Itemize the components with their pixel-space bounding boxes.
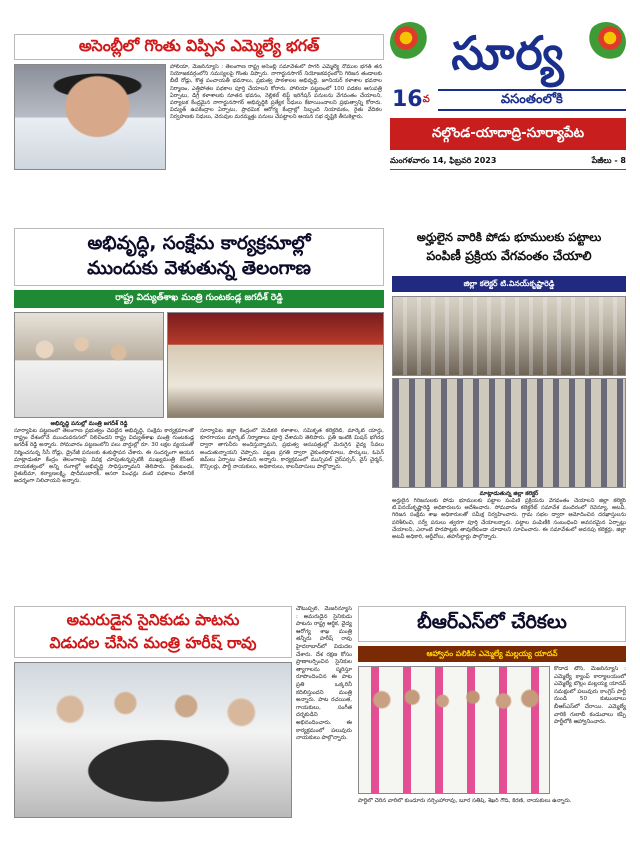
lead-headline-line2: ముందుకు వెళుతున్న తెలంగాణ <box>87 258 311 279</box>
issue-date: మంగళవారం 14, ఫిబ్రవరి 2023 <box>390 156 497 165</box>
right-body: అర్హులైన గిరిజనులకు పోడు భూములకు పట్టాల పంపిణీ ప్రక్రియను వేగవంతం చేయాలని జిల్లా కలెక్టర్ టి.వినయ్‌కృష్ణారెడ్డి అధికారులను ఆదేశించారు. సోమవారం కలెక్టరేట్ సమావేశ మందిరంలో రెవెన్యూ, అటవీ, గిరిజన సంక్షేమ శాఖ అధికారులతో సమీక్ష నిర్వహించారు. గ్రామ సభల ద్వారా ఆమోదించిన దరఖాస్తులను పరిశీలించి, సర్వే పనులు త్వరగా పూర్తి చేయాలన్నారు. పట్టాల పంపిణీకి సంబంధించి అవసరమైన ఏర్పాట్లు చేయాలని, ఎలాంటి పొరపాట్లకు తావులేకుండా చూడాలని సూచించారు. ఈ సమావేశంలో అదనపు కలెక్టర్లు, జిల్లా అటవీ అధికారి, ఆర్డీవోలు, తహసీల్దార్లు పాల్గొన్నారు. <box>392 498 626 541</box>
brs-subhead: ఆహ్వానం పలికిన ఎమ్మెల్యే మల్లయ్య యాదవ్ <box>426 648 558 658</box>
anniversary-badge <box>390 87 432 113</box>
anniversary-text: వసంతంలోకి <box>438 89 626 111</box>
badge-number: 16 <box>392 87 423 112</box>
lead-body-col1: సూర్యాపేట పట్టణంలో తెలంగాణ ప్రభుత్వం చేపట్టిన అభివృద్ధి, సంక్షేమ కార్యక్రమాలతో రాష్ట్రం దేశంలోనే ముందువరుసలో నిలిచిందని రాష్ట్ర విద్యుత్‌శాఖ మంత్రి గుంటకండ్ల జగదీశ్ రెడ్డి అన్నారు. సోమవారం పట్టణంలోని పలు వార్డుల్లో రూ. 30 లక్షల వ్యయంతో నిర్మించనున్న సీసీ రోడ్లు, డ్రైనేజీ పనులకు శంకుస్థాపన చేశారు. ఈ సందర్భంగా ఆయన మాట్లాడుతూ కేంద్రం తెలంగాణపై వివక్ష చూపుతున్నప్పటికీ ముఖ్యమంత్రి కేసీఆర్ నాయకత్వంలో అన్ని రంగాల్లో అభివృద్ధి సాధిస్తున్నామని తెలిపారు. రైతుబంధు, రైతుబీమా, కల్యాణలక్ష్మి, షాదీముబారక్, ఆసరా పింఛన్లు వంటి పథకాలు దేశానికే ఆదర్శంగా నిలిచాయని అన్నారు. <box>14 428 194 485</box>
brs-headline: బీఆర్ఎస్‌లో చేరికలు <box>417 610 567 633</box>
right-byline-band <box>392 276 626 292</box>
lead-byline: రాష్ట్ర విద్యుత్‌శాఖ మంత్రి గుంటకండ్ల జగదీశ్ రెడ్డి <box>115 293 283 303</box>
right-headline-line1: అర్హులైన వారికి పోడు భూములకు పట్టాలు <box>416 230 602 244</box>
top-story-body: హాలియా, మేజర్‌న్యూస్ : తెలంగాణ రాష్ట్ర అసెంబ్లీ సమావేశంలో సాగర్ ఎమ్మెల్యే నోముల భగత్ తన నియోజకవర్గంలోని సమస్యలపై గొంతు విప్పారు. నాగార్జునసాగర్ నియోజకవర్గంలోని గిరిజన తండాలకు బీటీ రోడ్లు, కొత్త పంచాయతీ భవనాలు, ప్రభుత్వ పాఠశాలల అభివృద్ధి, జూనియర్ కళాశాల భవనాల నిర్మాణం, ఎత్తిపోతల పథకాల పూర్తి చేయాలని కోరారు. హాలియా పట్టణంలో 100 పడకల ఆసుపత్రి ఏర్పాటు, డిగ్రీ కళాశాలకు నూతన భవనం, నెల్లికల్ లిఫ్ట్ ఇరిగేషన్ పనులను వేగవంతం చేయాలని, పర్యాటక కేంద్రమైన నాగార్జునసాగర్ అభివృద్ధికి ప్రత్యేక నిధులు కేటాయించాలని ప్రభుత్వాన్ని కోరారు. విద్యుత్ ఉపకేంద్రాల ఏర్పాటు, ప్రాథమిక ఆరోగ్య కేంద్రాల్లో సిబ్బంది నియామకం, రైతు వేదికల నిర్వహణకు నిధులు, చెరువుల మరమ్మత్తు పనులు చేపట్టాలని ఆయన సభ దృష్టికి తీసుకెళ్లారు. <box>170 64 382 121</box>
right-headline-box <box>392 228 626 268</box>
lead-caption: అభివృద్ధి పనుల్లో మంత్రి జగదీశ్ రెడ్డి <box>50 421 128 427</box>
anniversary-row <box>390 86 626 114</box>
harish-headline-line2: విడుదల చేసిన మంత్రి హరీష్ రావు <box>49 634 257 652</box>
masthead <box>390 22 626 174</box>
harish-headline-box <box>14 606 292 658</box>
lead-photo-2 <box>167 312 384 418</box>
harish-body: చౌటుప్పల్, మేజర్‌న్యూస్ : అమరుడైన సైనికుడు పాటను రాష్ట్ర ఆర్థిక, వైద్య ఆరోగ్య శాఖ మంత్రి తన్నీరు హరీష్ రావు హైదరాబాద్‌లో విడుదల చేశారు. దేశ రక్షణ కోసం ప్రాణాలర్పించిన సైనికుల త్యాగాలను స్మరిస్తూ రూపొందించిన ఈ పాట ప్రతి ఒక్కరినీ కదిలిస్తుందని మంత్రి అన్నారు. పాట రచయిత, గాయకులు, సంగీత దర్శకుడిని అభినందించారు. ఈ కార్యక్రమంలో పలువురు నాయకులు పాల్గొన్నారు. <box>296 606 352 742</box>
top-story-headline: అసెంబ్లీలో గొంతు విప్పిన ఎమ్మెల్యే భగత్ <box>78 35 320 55</box>
brs-body: కోదాడ టౌన్, మేజర్‌న్యూస్ : ఎమ్మెల్యే క్యాంప్ కార్యాలయంలో ఎమ్మెల్యే బొల్లం మల్లయ్య యాదవ్ సమక్షంలో పలువురు కాంగ్రెస్ పార్టీ నుండి 50 కుటుంబాలు బీఆర్ఎస్‌లో చేరాయి. ఎమ్మెల్యే వారికి గులాబీ కండువాలు కప్పి పార్టీలోకి ఆహ్వానించారు. <box>554 666 626 726</box>
harish-headline-line1: అమరుడైన సైనికుడు పాటను <box>66 611 240 629</box>
lead-headline-line1: అభివృద్ధి, సంక్షేమ కార్యక్రమాల్లో <box>87 233 311 254</box>
bhagat-photo <box>14 64 166 170</box>
lead-body-col2: సూర్యాపేట జిల్లా కేంద్రంలో మెడికల్ కళాశాల, సమీకృత కలెక్టరేట్, మార్కెట్ యార్డు, కూరగాయల మార్కెట్ నిర్మాణాలు పూర్తి చేశామని తెలిపారు. ప్రతి ఇంటికి మిషన్ భగీరథ ద్వారా తాగునీరు అందిస్తున్నామని, ప్రభుత్వ ఆసుపత్రుల్లో మెరుగైన వైద్య సేవలు అందుతున్నాయని చెప్పారు. పట్టణ ప్రగతి ద్వారా వైకుంఠధామాలు, పార్కులు, ఓపెన్ జిమ్‌లు ఏర్పాటు చేశామని అన్నారు. కార్యక్రమంలో మున్సిపల్ చైర్‌పర్సన్, వైస్ చైర్మన్, కౌన్సిలర్లు, పార్టీ నాయకులు, అధికారులు, కాలనీవాసులు పాల్గొన్నారు. <box>200 428 384 471</box>
top-story-headline-box <box>14 34 384 60</box>
edition-name: నల్గొండ-యాదాద్రి-సూర్యాపేట <box>431 124 585 141</box>
lead-headline-box <box>14 228 384 286</box>
collector-photo-2 <box>392 378 626 488</box>
harish-photo <box>14 662 292 818</box>
garland-left <box>390 22 430 62</box>
brs-photo <box>358 666 550 794</box>
date-row <box>390 154 626 170</box>
lead-photo-1 <box>14 312 164 418</box>
garland-right <box>586 22 626 62</box>
edition-band <box>390 118 626 150</box>
lead-byline-band <box>14 290 384 308</box>
brs-headline-box <box>358 606 626 642</box>
brs-subhead-band <box>358 646 626 662</box>
right-caption: మాట్లాడుతున్న జిల్లా కలెక్టర్ <box>479 491 539 497</box>
right-headline-line2: పంపిణీ ప్రక్రియ వేగవంతం చేయాలి <box>426 248 592 263</box>
masthead-title: సూర్య <box>451 26 565 80</box>
badge-suffix: వ <box>422 94 430 105</box>
right-byline: జిల్లా కలెక్టర్ టి.వినయ్‌కృష్ణారెడ్డి <box>463 278 555 288</box>
brs-footer: పార్టీలో చేరిన వారిలో కుందూరు నర్సింహారావు, బూర సతీష్, శేఖర్ గౌడ్, కిరణ్, నాయకులు ఉన్నారు. <box>358 798 572 804</box>
collector-photo-1 <box>392 296 626 376</box>
page-count: పేజీలు - 8 <box>591 156 626 165</box>
